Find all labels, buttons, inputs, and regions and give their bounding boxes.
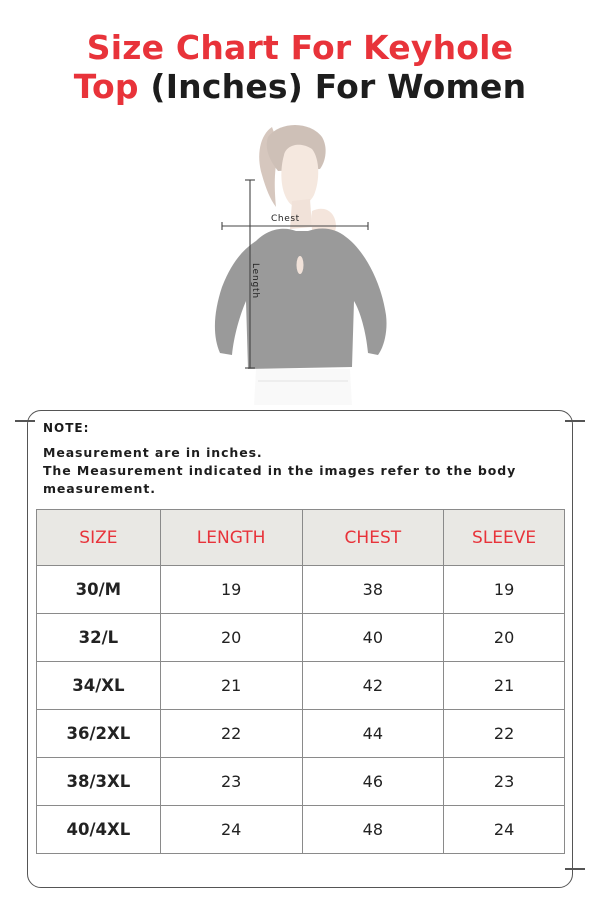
keyhole-shape [297,256,304,274]
table-row [37,566,565,614]
length-label: Length [250,263,260,299]
cell-sleeve: 22 [444,710,565,758]
header-length: LENGTH [160,510,302,566]
black-top-shape [215,229,387,369]
cell-size: 36/2XL [37,710,161,758]
cell-length: 22 [160,710,302,758]
table-row [37,710,565,758]
table-header-row [37,510,565,566]
cell-size: 34/XL [37,662,161,710]
cell-length: 20 [160,614,302,662]
cell-chest: 38 [302,566,444,614]
page-title-line-2 [0,67,600,107]
table-row [37,758,565,806]
cell-sleeve: 20 [444,614,565,662]
cell-size: 32/L [37,614,161,662]
header-sleeve: SLEEVE [444,510,565,566]
cell-length: 23 [160,758,302,806]
model-illustration [200,115,400,405]
cell-chest: 46 [302,758,444,806]
cell-size: 30/M [37,566,161,614]
card-tick-bottom-right [565,868,585,870]
chest-label: Chest [271,214,300,224]
note-line-2: The Measurement indicated in the images refer to the body [43,463,517,478]
header-chest: CHEST [302,510,444,566]
size-table [36,509,565,854]
cell-size: 38/3XL [37,758,161,806]
card-tick-right [565,420,585,422]
cell-length: 24 [160,806,302,854]
cell-sleeve: 21 [444,662,565,710]
note-line-3: measurement. [43,481,156,496]
cell-sleeve: 23 [444,758,565,806]
cell-length: 19 [160,566,302,614]
note-heading: NOTE: [43,421,90,435]
cell-chest: 48 [302,806,444,854]
header-size: SIZE [37,510,161,566]
note-line-1: Measurement are in inches. [43,445,263,460]
title-inches-for-women: (Inches) For Women [138,67,527,106]
cell-chest: 40 [302,614,444,662]
table-row [37,806,565,854]
face-shape [281,145,318,207]
table-row [37,614,565,662]
cell-chest: 44 [302,710,444,758]
cell-size: 40/4XL [37,806,161,854]
pants-shape [254,369,352,405]
table-row [37,662,565,710]
title-top-word: Top [73,67,139,106]
cell-sleeve: 24 [444,806,565,854]
cell-sleeve: 19 [444,566,565,614]
card-tick-left [15,420,35,422]
cell-length: 21 [160,662,302,710]
cell-chest: 42 [302,662,444,710]
page-title-line-1: Size Chart For Keyhole [86,28,514,67]
